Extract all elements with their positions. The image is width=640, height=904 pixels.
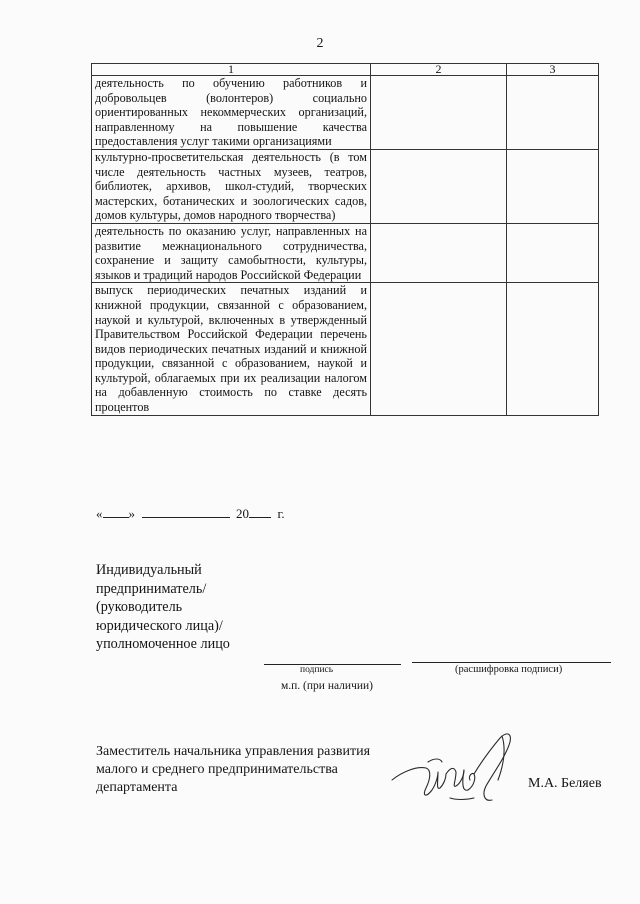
- value-cell-col-3: [507, 76, 599, 150]
- month-blank: [142, 505, 230, 518]
- year-suffix: г.: [277, 506, 285, 521]
- date-close-quote: »: [128, 506, 135, 521]
- header-col-2: 2: [371, 64, 507, 76]
- decoding-caption: (расшифровка подписи): [455, 664, 563, 675]
- handwritten-signature: [390, 728, 530, 818]
- approver-name: М.А. Беляев: [528, 776, 602, 791]
- day-blank: [103, 505, 129, 518]
- header-col-1: 1: [92, 64, 371, 76]
- date-open-quote: «: [96, 506, 103, 521]
- value-cell-col-2: [371, 76, 507, 150]
- decoding-line: [412, 662, 611, 663]
- value-cell-col-2: [371, 223, 507, 282]
- activities-table: [91, 63, 599, 416]
- signer-title: Индивидуальный предприниматель/ (руководитель юридического лица)/уполномоченное лицо: [96, 562, 230, 652]
- year-blank: [249, 505, 271, 518]
- table-row: [92, 76, 599, 150]
- activity-cell: культурно-просветительская деятельность (в том числе деятельность частных музеев, театров, библиотек, архивов, школ-студий, творческих мастерских, ботанических и зоологических садов, домов культуры, домов народного творчества): [92, 149, 371, 223]
- table-header-row: [92, 64, 599, 76]
- value-cell-col-3: [507, 283, 599, 415]
- activity-cell: деятельность по обучению работников и добровольцев (волонтеров) социально ориентированных некоммерческих организаций, направленному на повышение качества предоставления услуг такими организациями: [92, 76, 371, 150]
- header-col-3: 3: [507, 64, 599, 76]
- page-number: 2: [316, 36, 324, 51]
- value-cell-col-2: [371, 149, 507, 223]
- year-prefix: 20: [236, 506, 249, 521]
- signature-caption: подпись: [300, 665, 334, 675]
- stamp-caption: м.п. (при наличии): [281, 680, 373, 692]
- approver-title: Заместитель начальника управления развития малого и среднего предпринимательства департамента: [96, 744, 371, 795]
- activity-cell: выпуск периодических печатных изданий и книжной продукции, связанной с образованием, наукой и культурой, включенных в утвержденный Правительством Российской Федерации перечень видов периодических печатных изданий и книжной продукции, связанной с образованием, наукой и культурой, облагаемых при их реализации налогом на добавленную стоимость по ставке десять процентов: [92, 283, 371, 415]
- value-cell-col-3: [507, 223, 599, 282]
- table-row: [92, 149, 599, 223]
- value-cell-col-2: [371, 283, 507, 415]
- date-line: [96, 505, 285, 522]
- value-cell-col-3: [507, 149, 599, 223]
- table-row: [92, 283, 599, 415]
- activity-cell: деятельность по оказанию услуг, направленных на развитие межнационального сотрудничества, сохранение и защиту самобытности, культуры, языков и традиций народов Российской Федерации: [92, 223, 371, 282]
- table-row: [92, 223, 599, 282]
